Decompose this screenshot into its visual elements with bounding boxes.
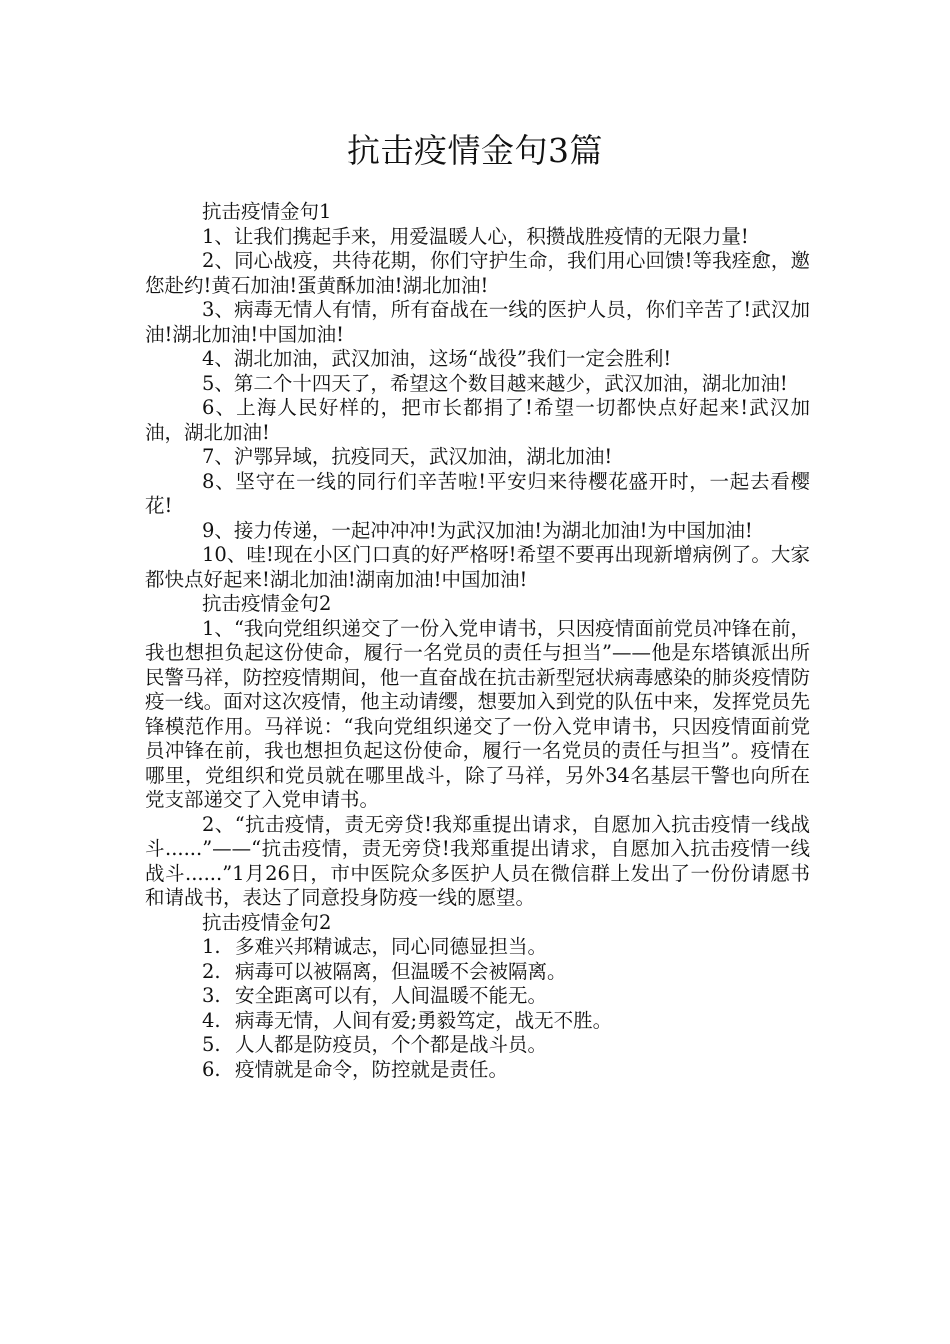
paragraph: 5、第二个十四天了，希望这个数目越来越少，武汉加油，湖北加油!: [202, 371, 788, 395]
section-heading-2: 抗击疫情金句2: [202, 592, 332, 615]
list-item: [145, 1033, 810, 1058]
paragraph: 7、沪鄂异域，抗疫同天，武汉加油，湖北加油!: [202, 445, 613, 468]
list-item-number: 6.: [202, 1057, 221, 1081]
paragraph: 3、病毒无情人有情，所有奋战在一线的医护人员，你们辛苦了!武汉加油!湖北加油!中国加油!: [145, 298, 810, 346]
list-item-number: 2.: [202, 959, 221, 983]
paragraph: 6、上海人民好样的，把市长都捐了!希望一切都快点好起来!武汉加油，湖北加油!: [145, 396, 810, 444]
paragraph: 10、哇!现在小区门口真的好严格呀!希望不要再出现新增病例了。大家都快点好起来!湖北加油!湖南加油!中国加油!: [145, 543, 810, 591]
paragraph: 1、“我向党组织递交了一份入党申请书，只因疫情面前党员冲锋在前，我也想担负起这份使命，履行一名党员的责任与担当”——他是东塔镇派出所民警马祥，防控疫情期间，他一直奋战在抗击新型冠状病毒感染的肺炎疫情防疫一线。面对这次疫情，他主动请缨，想要加入到党的队伍中来，发挥党员先锋模范作用。马祥说：“我向党组织递交了一份入党申请书，只因疫情面前党员冲锋在前，我也想担负起这份使命，履行一名党员的责任与担当”。疫情在哪里，党组织和党员就在哪里战斗，除了马祥，另外34名基层干警也向所在党支部递交了入党申请书。: [145, 616, 810, 811]
paragraph: 2、同心战疫，共待花期，你们守护生命，我们用心回馈!等我痊愈，邀您赴约!黄石加油!蛋黄酥加油!湖北加油!: [145, 249, 810, 297]
section-heading-1: 抗击疫情金句1: [202, 200, 332, 223]
list-item: [145, 960, 810, 985]
list-item-number: 4.: [202, 1008, 221, 1032]
list-item: [145, 1009, 810, 1034]
list-item-number: 5.: [202, 1033, 221, 1056]
paragraph: 8、坚守在一线的同行们辛苦啦!平安归来待樱花盛开时，一起去看樱花!: [145, 469, 810, 517]
paragraph: 2、“抗击疫情，责无旁贷!我郑重提出请求，自愿加入抗击疫情一线战斗......”——“抗击疫情，责无旁贷!我郑重提出请求，自愿加入抗击疫情一线战斗......”1月26日，市中医院众多医护人员在微信群上发出了一份份请愿书和请战书，表达了同意投身防疫一线的愿望。: [145, 812, 810, 909]
paragraph: 4、湖北加油，武汉加油，这场“战役”我们一定会胜利!: [202, 347, 672, 370]
document-body: [145, 200, 810, 1082]
list-item: [145, 935, 810, 960]
list-item-text: 人人都是防疫员，个个都是战斗员。: [235, 1033, 548, 1056]
list-item-text: 多难兴邦精诚志，同心同德显担当。: [235, 935, 548, 958]
list-item-number: 1.: [202, 935, 221, 958]
document-title: 抗击疫情金句3篇: [347, 131, 603, 170]
list-item-number: 3.: [202, 984, 221, 1007]
list-item: [145, 1058, 810, 1083]
list-item-text: 病毒可以被隔离，但温暖不会被隔离。: [235, 959, 567, 983]
paragraph: 9、接力传递，一起冲冲冲!为武汉加油!为湖北加油!为中国加油!: [202, 518, 753, 542]
list-item-text: 病毒无情，人间有爱;勇毅笃定，战无不胜。: [235, 1008, 613, 1032]
list-item: [145, 984, 810, 1009]
list-item-text: 安全距离可以有，人间温暖不能无。: [235, 984, 548, 1007]
paragraph: 1、让我们携起手来，用爱温暖人心，积攒战胜疫情的无限力量!: [202, 224, 749, 248]
list-item-text: 疫情就是命令，防控就是责任。: [235, 1057, 509, 1081]
section-heading-3: 抗击疫情金句2: [202, 910, 332, 934]
